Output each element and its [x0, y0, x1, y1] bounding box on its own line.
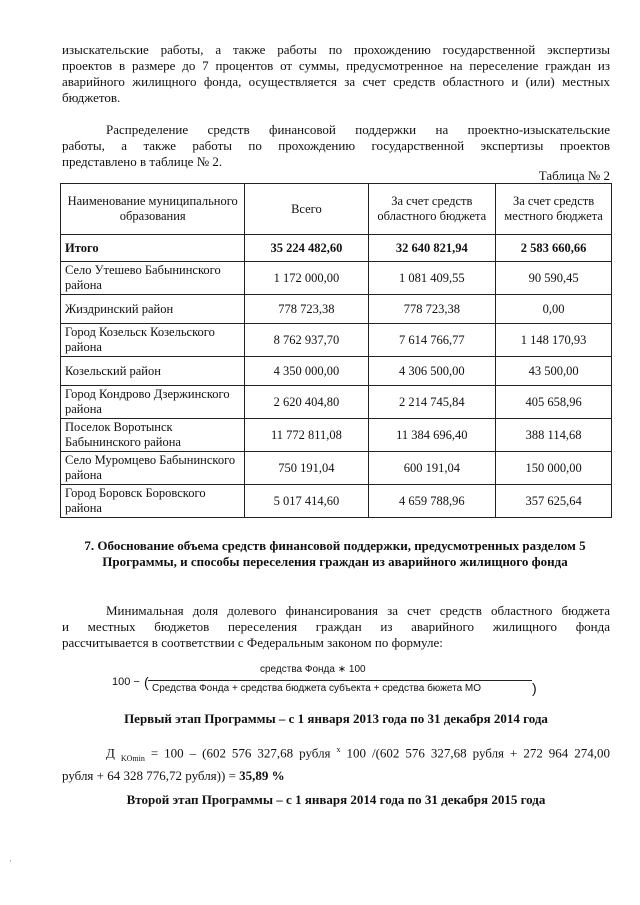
table-row: [61, 485, 612, 518]
row-regional: 600 191,04: [368, 452, 496, 485]
row-total: 4 350 000,00: [245, 357, 368, 386]
row-name: Жиздринский район: [61, 295, 245, 324]
table-row: [61, 357, 612, 386]
total-sum: 35 224 482,60: [245, 235, 368, 262]
row-local: 357 625,64: [496, 485, 612, 518]
row-name: Поселок Воротынск Бабынинского района: [61, 419, 245, 452]
row-total: 2 620 404,80: [245, 386, 368, 419]
row-total: 1 172 000,00: [245, 262, 368, 295]
row-name: Город Боровск Боровского района: [61, 485, 245, 518]
row-name: Козельский район: [61, 357, 245, 386]
header-name: Наименование муниципального образования: [61, 184, 245, 235]
row-name: Город Козельск Козельского района: [61, 324, 245, 357]
row-local: 1 148 170,93: [496, 324, 612, 357]
header-regional: За счет средств областного бюджета: [368, 184, 496, 235]
row-regional: 4 306 500,00: [368, 357, 496, 386]
table-row: [61, 324, 612, 357]
header-total: Всего: [245, 184, 368, 235]
row-regional: 11 384 696,40: [368, 419, 496, 452]
row-local: 405 658,96: [496, 386, 612, 419]
scan-speck: [10, 860, 11, 862]
table-row: [61, 452, 612, 485]
calc-subscript: KOmin: [120, 753, 145, 763]
row-total: 11 772 811,08: [245, 419, 368, 452]
formula-paren-right: ): [532, 680, 537, 696]
row-local: 90 590,45: [496, 262, 612, 295]
distribution-paragraph: Распределение средств финансовой поддержки на проектно-изыскательские работы, а также работы по прохождению государственной экспертизы проектов представлено в таблице № 2.: [62, 122, 610, 169]
table-row: [61, 262, 612, 295]
row-total: 778 723,38: [245, 295, 368, 324]
table-row: [61, 386, 612, 419]
calc-part1: = 100 – (602 576 327,68 рубля: [150, 745, 331, 761]
stage-2-title: Второй этап Программы – с 1 января 2014 года по 31 декабря 2015 года: [126, 792, 546, 807]
row-regional: 1 081 409,55: [368, 262, 496, 295]
total-label: Итого: [61, 235, 245, 262]
row-local: 150 000,00: [496, 452, 612, 485]
row-total: 8 762 937,70: [245, 324, 368, 357]
formula-denominator: Средства Фонда + средства бюджета субъекта + средства бюжета МО: [152, 683, 482, 694]
calc-result: 35,89 %: [239, 767, 285, 783]
row-local: 388 114,68: [496, 419, 612, 452]
cofinancing-formula: [112, 664, 542, 698]
calc-part2: 100 /(602 576 327,68 рубля + 272 964 274,00: [346, 745, 611, 761]
total-regional: 32 640 821,94: [368, 235, 496, 262]
table-total-row: [61, 235, 612, 262]
header-local: За счет средств местного бюджета: [496, 184, 612, 235]
intro-paragraph: изыскательские работы, а также работы по прохождению государственной экспертизы проектов в размере до 7 процентов от суммы, предусмотренное на переселение граждан из аварийного жилищного фонда, осуществляется за счет средств областного и (или) местных бюджетов.: [62, 42, 610, 105]
formula-paren-left: (: [144, 674, 149, 690]
stage-1-title: Первый этап Программы – с 1 января 2013 года по 31 декабря 2014 года: [124, 711, 548, 726]
table-caption: Таблица № 2: [538, 168, 610, 183]
calc-d: Д: [106, 745, 115, 761]
table-row: [61, 419, 612, 452]
row-name: Село Утешево Бабынинского района: [61, 262, 245, 295]
calc-line2: рубля + 64 328 776,72 рубля)) =: [62, 767, 236, 783]
row-name: Город Кондрово Дзержинского района: [61, 386, 245, 419]
formula-fraction-bar: [148, 680, 532, 681]
row-total: 5 017 414,60: [245, 485, 368, 518]
row-local: 0,00: [496, 295, 612, 324]
row-regional: 4 659 788,96: [368, 485, 496, 518]
section-7-paragraph: Минимальная доля долевого финансирования за счет средств областного бюджета и местных бюджетов переселения граждан из аварийного жилищного фонда рассчитывается в соответствии с Федеральным законом по формуле:: [62, 603, 610, 650]
section-7-heading: 7. Обоснование объема средств финансовой поддержки, предусмотренных разделом 5 Программы, и способы переселения граждан из аварийного жилищного фонда: [84, 538, 586, 569]
table-row: [61, 295, 612, 324]
total-local: 2 583 660,66: [496, 235, 612, 262]
row-regional: 778 723,38: [368, 295, 496, 324]
funding-table: [60, 183, 612, 518]
calc-multiply: x: [336, 745, 341, 754]
row-name: Село Муромцево Бабынинского района: [61, 452, 245, 485]
formula-prefix: 100 −: [112, 676, 140, 688]
formula-numerator: средства Фонда ∗ 100: [260, 664, 366, 675]
stage-1-calculation: [62, 741, 610, 784]
row-local: 43 500,00: [496, 357, 612, 386]
row-regional: 2 214 745,84: [368, 386, 496, 419]
table-header-row: [61, 184, 612, 235]
row-total: 750 191,04: [245, 452, 368, 485]
row-regional: 7 614 766,77: [368, 324, 496, 357]
